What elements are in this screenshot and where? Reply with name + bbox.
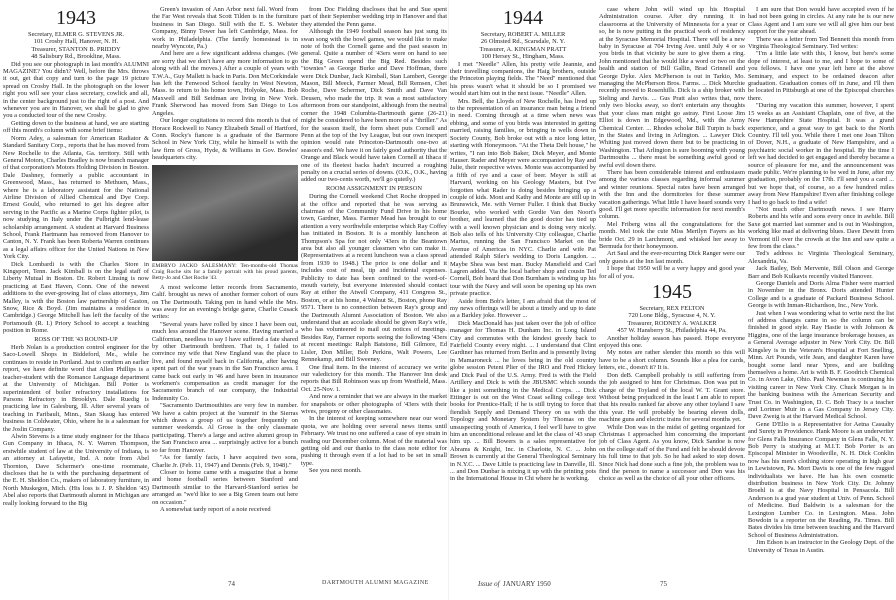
- treasurer-address: 457 W. Hansberry St., Philadelphia 44, Pa.: [617, 327, 727, 335]
- paragraph: Closer to home came with a magazine that a home and home football series between Stanford and Dartmouth similar to the Harvard-Stanford series be arranged as "we'd like to see a Big Green team out here on occasion.": [152, 468, 298, 506]
- paragraph: During the Cornell weekend Chet Roche dropped in at the office and reported that he was serving as chairman of the Community Fund Drive in his home town, Gardner, Mass. Farmer Mead has brought to our attention a very worthwhile enterprise which Ray Coffey has initiated in Boston. It is a monthly luncheon at Thompson's Spa for not only '43ers in the Beantown area but also all younger classmen who can make it. (Representatives at a recent luncheon was a class spread from 1939 to 1948.) The price is one dollar and it includes cost of meal, tip and incidental expenses. Publicity to date has been confined to the word-of-mouth variety, but everyone interested should contact Ray at either the Atwell Company, 411 Congress St., Boston, or at his home, 4 Walnut St., Boston, phone Ray 9571. There is no connection between Ray's group and the Dartmouth Alumni Association of Boston. We also understand that an accolade should be given Ray's wife, who has volunteered to mail out notices of meetings. Besides Ray, Farmer reports seeing the following '43ers at recent meetings: Ralph Batstone, Bill Gilmore, Ed Lisler, Don Miller, Bob Perkins, Walt Powers, Lee Rennekamp, and Bill Sweeney.: [301, 193, 447, 364]
- paragraph: Gene D'Elio is a Representative for Aetna Casualty and Surety in Providence. Hank Moore is an underwriter for Glens Falls Insurance Company in Glens Falls, N. Y. Bob Perry is studying at M.I.T. Bob Porter is an Episcopal Minister in Woodsville, N. H. Dick Conklin now has his men's clothing store operating in high gear in Lewistown, Pa. Mort Davis is one of the few rugged individualists we have. He has his own cosmetic distribution business in New York City. Dr. Johnny Broehl is at the Navy Hospital in Pensacola. Bill Anderson is a grad year student at Univ. of Penn. School of Medicine. Bud Baldwin is a salesman for the Lexington Lumber Co. in Lexington. Mass. John Bowdoin is a reporter on the Reading, Pa. Times. Bill Bates divides his time between teaching and the Harvard School of Business Administration.: [748, 420, 894, 539]
- paragraph: I met "Needle" Allen, his pretty wife Jeannie, and their travelling companions, the Haig brothers, outside the Princeton playing fields. The "Need" mentioned that his press wasn't what it should be so I promised we would start him out in the next issue. "Needle" Allen.: [450, 60, 596, 98]
- paragraph: Norm Adey, a salesman for American Radiator & Standard Sanitary Corp., reports that he has moved from New Rochelle to the Atlanta, Ga. territory. Still with General Motors, Charles Bradley is now branch manager of that corporation's Motors Holding Division in Boston. Dale Dashney, formerly a public accountant in Greenwood, Mass., has returned to Methuen, Mass., where he is a laboratory assistant for the National Airline Division of Allied Chemical and Dye Corp. Ernest Gould, who returned to get his degree after serving in the Pacific as a Marine Corps fighter pilot, is now studying in Italy under the Fulbright lend-lease scholarship arrangement. A student at Harvard Business School, Frank Hartmann has removed from Hanover to Canton, N. Y. Frank has been Roberta Warren continues as a legal affairs officer for the United Nations in New York City.: [3, 134, 149, 261]
- secretary-address: 720 Lone Bldg., Syracuse 4, N. Y.: [628, 312, 716, 320]
- column-1: [3, 6, 149, 507]
- column-5: [599, 6, 745, 483]
- column-2: [152, 6, 298, 513]
- family-photo: [152, 165, 298, 261]
- treasurer-line: Treasurer, A. KINGMAN PRATT: [479, 45, 567, 53]
- paragraph: And here are a few significant address changes. (We are sorry that we don't have any more information to go along with all the moves.) After a couple of years with T.W.A., Guy Mallett is back in Paris. Don McCorkindale has left the Fenwood School faculty in West Newton, Mass. to return to his home town, Holyoke, Mass. Bob Maxwell and Bill Seidman are living in New York. Frank Sherwood has moved from San Diego to Los Angeles.: [152, 50, 298, 117]
- paragraph: I hope that 1950 will be a very happy and good year for all of you.: [599, 265, 745, 280]
- paragraph: Don deB. Campbell probably is still suffering from the job assigned to him for Christmas. Don was put in charge of the Toyland of the local W. T. Grant store. Without being prejudiced in the least I am able to report that his results ranked far above any other toyland I saw this year. He will probably be hearing eleven dolls, machine guns and electric trains for several months yet.: [599, 371, 745, 424]
- page-fold: [448, 0, 449, 600]
- paragraph: case where John will wind up his Hospital Administration course. After dry running it in classrooms at the University of Minnesota for a year or so, he is now putting in the practical work of residency at the Syracuse Memorial Hospital. There will be a new baby in Syracuse at 704 Irving Ave. until July 4 or so you birds in that vicinity be sure to give them a ring. John mentioned that he would like a word or two on the health and station of Bill Gallin, Brad Grinnell and George Dyke. Alex McPherson is out in Tarkio, Mo. managing the McPherson Bros. Farms. ... Dick Murchie recently moved to Rosenhills. Dick is a ship broker with Sieling and Jarvis. ... Gus Pratt also writes that, now only two blocks away, so don't entertain any thoughts that your class man might go astray. First Loose Jim Elliot is down in Edgewood, Md., with the Army Chemical Center. ... Rhodes scholar Bill Turpin is back in the States and living in Arlington. ... Lawyer Dick Whiting just moved down there but to be practicing in Washington. That Arlington is sure booming with young Dartmouths ... there must be something awful good or awful evil down there.: [599, 6, 745, 169]
- paragraph: "As for family facts, I have acquired two sons, Charlie Jr. (Feb. 11, 1947) and Dennis (Feb. 9, 1948).": [152, 454, 298, 469]
- treasurer-address: 48 Salisbury Rd., Brookline, Mass.: [31, 53, 121, 61]
- column-6: [748, 6, 894, 554]
- paragraph: Dick MacDonald has just taken over the job of office manager for Thomas H. Dunham Inc. in Long Island City and commutes with the kindest greedy back to Fairfield County every night. ... I understand that Clint Gardiner has returned from Berlin and is presently living in Mamaroneck ... he loves being in the old country globe session Peteni Plier of the IRO and Fred Hickey and Dick Paul of the U.S. Army. Fred is with the Field Artillery and Dick is with the JBUSMC which sounds like a joint something in the Medical Corps. ... Dick Ettinger is out on the West Coast selling college text books for Prentice-Hall; if he is still trying to force that fiendish Supply and Demand Theory on us with the Topology and Monetary System by Thomas on the unsuspecting youth of America, I feel we'll have to give him an unconditional release and let the class of '43 snap him up. ... Bill Bowers is a sales representative for Abrams & Knight, Inc. in Charlotte, N. C. ... John Brown is currently at the General Theological Seminary in N.Y.C. ... Dave Little is practicing law in Danville, Ill. ... and Don Dunbar is mixing it up with the printing pots in the International House in Chi where he is working.: [450, 319, 596, 483]
- paragraph: Although the 1949 football season has just sung its swan song with the bowl games, we would like to make note of both the Cornell game and the past season in general. Quite a number of '43ers were on hand to see the Big Green upend the Big Red. Besides such "townies" as George Burke and Dave Hoffman, there were Dick Dunbar, Jack Kimball, Stan Lambert, George Mason, Bill Meeck, Farmer Mead, Bill Remsen, Chet Roche, Dave Schermer, Dick Smith and Dave Van Deusen, who made the trip. It was a most satisfactory afternoon from our standpoint, although from the neutral corner the 1948 Columbia-Dartmouth game (26-21) might be considered to have been more of a "thriller." As for the season itself, the form sheet puts Cornell and Penn at the top of the Ivy League, but our own inexpert opinion would rate Princeton-Dartmouth one-two at season's end. We have it on fairly good authority that the Orange and Black would have taken Cornell at Ithaca if one of its fleetest backs hadn't incurred a roughing penalty on a crucial series of downs. (O.K., O.K., having added our two-cents worth, we'll go quietly.): [301, 28, 447, 184]
- right-page-number: 75: [660, 580, 667, 588]
- photo-caption: EMBRYO JACKO SALESMANY: Ten-months-old Thomas Craig Roche sits for a family portrait with his proud parents, Betty-Jo and Chet Roche '43.: [152, 262, 298, 282]
- paragraph: Another holiday season has passed. Hope everyone enjoyed this one.: [599, 334, 745, 350]
- paragraph: One final item. In the interest of accuracy we write our valedictory for this month. The Hanover Inn desk reports that Bill Robinson was up from Westfield, Mass. Oct. 25-Nov. 1.: [301, 363, 447, 393]
- paragraph: "Not much other Dartmouth news. I see Harry Roberts and his wife and sons every once in awhile. Bill Saxe got married last summer and is out in Washington, working like mad at delivering blues. Dave Dewitt from Vermont till over the crowds at the Inn and saw quite a few from the class.": [748, 205, 894, 250]
- paragraph: Just when I was wondering what to write next the list of address changes came in so the column can be finished in good style. Ray Hastie is with Johnson & Higgins, one of the large insurance brokerage houses, as a General Average adjuster in New York City. Dr. Bill Kingsley is in the Veteran's Hospital at Fort Snelling, Minn. Art Pounds, wife Jean, and daughter Karen have bought some land near Ypres, and are building themselves a home. Art is with B. F. Goodrich Chemical Co. in Avon Lake, Ohio. Paul Newman is continuing his visiting career in New York City. Chuck Morgan is in the banking business with the American Security and Trust Co. in Washington, D. C. Bob Tracy is a teacher and Lorimer Muir in a Gas Company in Jersey City. Dave Zweig is at the Harvard Medical School.: [748, 309, 894, 421]
- issue-label: Issue of: [478, 580, 500, 588]
- paragraph: "I'm a little late with this, I know, but here's some dope of interest, at least to me, and I hope to some of you fellows. I have one year left here at the above Seminary, and expect to be ordained deacon after graduation. Graduation comes off in June, and I'll then be located in Pittsburgh at one of the Episcopal churches there.: [748, 50, 894, 102]
- paragraph: Mrs. Bell, the Lloyds of New Rochelle, has lived up to the representation of an insurance man being a friend in need. Coming through at a time when news was ebbing, and some of you birds was interested in getting married, raising families, or bringing in wells down in Society County, Bob broke out with a nice long letter, starting with Honeymoon. "At the Theta Delt house," he writes, "I ran into Bob Baker, Dick Meyer, and Monte Hauser. Rader and Meyer were accompanied by Ray and Julie, their respective wives. Monte was accompanied by a fifth of rye and a case of beer. Meyer is still at Harvard, working on his Geology Masters, but I've forgotten what Rader is doing besides bringing up a couple of kids. Mont and Kathy and Monte are still up in Brunswick, Me. with Verner Fuller. I think that Bucky Bourke, who worked with Gordie Van den Noort's brother, and learned that the good doctor has tied up with a well known physician and is doing very nicely. Bob also tells of his University City colleague, Charlie Martus, running the San Francisco Market on the Avenue of Americas in NYC. Charlie and wife Pat attended Ralph Siler's wedding to Doris Langdon. ... Maybe Shea was best man. Bucky Mansfield and Carl Lagren added. Via the local barber shop and cousin Ted Cornell, Bob heard that Don Burnham is winding up his tour with the Navy and will soon be opening up his own private practice.: [450, 97, 596, 298]
- secretary-line: Secretary, ELMER G. STEVENS JR.: [28, 31, 124, 38]
- paragraph: Mel Friberg wins all the congratulations for the month. Mel took the cute Miss Merilyn Fayers as his bride Oct. 29 in Larchmont, and whisked her away to Bermuda for their honeymoon.: [599, 220, 745, 250]
- magazine-title: DARTMOUTH ALUMNI MAGAZINE: [322, 580, 429, 586]
- paragraph: from Doc Fielding discloses that he and Sue spent part of their September wedding trip in Hanover and that they attended the Penn game.: [301, 6, 447, 28]
- paragraph: Art Saul and the ever-recurring Dick Ranger were our only guests at the Inn last month.: [599, 250, 745, 265]
- column-4: [450, 6, 596, 483]
- paragraph: Our longer cogitations to record this month is that of Horace Rockwell to Nancy Elizabeth Small of Hartford, Conn. Rocky's fiancee is a graduate of the Barmore School in New York City, while he himself is with the law firm of Gross, Hyde, & Williams in Gov. Bowles' headquarters city.: [152, 117, 298, 162]
- paragraph: Getting down to the business at hand, we are starting off this month's column with some brief items:: [3, 119, 149, 135]
- paragraph: Did you see our photograph in last month's ALUMNI MAGAZINE? You didn't? Well, before the Mrs. throws it out, get that copy and turn to the page 19 picture spread on Crosby Hall. In the photograph on the lower right you will see your class secretary, cowlick and all, in the center background just to the right of a post. And whenever you are in Hanover, we shall be glad to give you a conducted tour of the new Crosby.: [3, 60, 149, 120]
- paragraph: "Sacramento Dartmouthites are very few in number. We have a cabin project at the 'summit' in the Sierras which draws a group of us together frequently on summer weekends. Al Grose is the only classmate participating. There's a large and active alumni group in the San Francisco area ... surprisingly active for a bunch so far from Hanover.: [152, 402, 298, 454]
- class-year-heading: 1944: [503, 7, 543, 29]
- paragraph: A somewhat tardy report of a note received: [160, 505, 271, 513]
- paragraph: George Daniels and Doris Alma Fisher were married in November in the Bronx. Doris attended Hunter College and is a graduate of Packard Business School. George is with Inman-Richardson, Inc., New York.: [748, 280, 894, 310]
- paragraph: And now a reminder that we are always in the market for snapshots or other photographs of '43ers with their wives, progeny or other classmates.: [301, 393, 447, 415]
- subheading: ROSS OF THE '43 ROUND-UP: [34, 335, 118, 343]
- left-page-number: 74: [228, 580, 235, 588]
- paragraph: There was a letter from Ted Bennett this month from Virginia Theological Seminary. Ted writes:: [748, 35, 894, 51]
- paragraph: "During my vacation this summer, however, I spent 15 weeks as an Assistant Chaplain, one of five, at the New Hampshire State Hospital. It was a grand experience, and a great way to get back to the North Country. I'll tell you. While there I met one Joan Tilton of Dover, N.H., a graduate of New Hampshire, and a psychiatric social worker in the hospital. By the time I left we had decided to get engaged and thereby became a source of pleasure for me, and the announcement was made public. We're planning to be wed in June, after my graduation, probably on the 17th. I'll send you a card ... but we hope that, of course, so a few hundred miles away from New Hampshire! Even after finishing college I had to go back to find a wife!: [748, 102, 894, 206]
- treasurer-address: 100 Hersey St., Hingham, Mass.: [481, 53, 565, 61]
- treasurer-line: Treasurer, RODNEY A. WALKER: [627, 319, 717, 327]
- paragraph: I am sure that Don would have accepted even if he had not been going in circles. At any rate he is our new Class Agent and I am sure we will all give him our best support for the year ahead.: [748, 6, 894, 36]
- paragraph: In the interest of keeping somewhere near our word quota, we are holding over several news items until February. We trust no one suffered a case of eye strain in reading our December column. Most of the material was getting old and our thanks to the class note editor for pushing it through even if a lot had to be set in small type.: [301, 415, 447, 467]
- class-year-heading: 1943: [56, 7, 96, 29]
- paragraph: A most welcome letter records from Sacramento, Calif. brought us news of another former cohort of ours on The Dartmouth. Taking pen in hand while the Mrs. was away for an evening's bridge game, Charlie Cusack writes:: [152, 283, 298, 321]
- paragraph: Green's invasion of Ann Arbor next fall. Word from the Far West reveals that Scott Tilden is in the furniture business in San Diego. Still with the E. S. Webster Company, Binny Tower has left Cambridge, Mass. for work in Philadelphia. (The family homestead is in nearby Wyncote, Pa.): [152, 6, 298, 51]
- treasurer-line: Treasurer, STANTON B. PRIDDY: [31, 45, 121, 53]
- subheading: ROOM ASSIGNMENT IN PERSON: [326, 184, 422, 192]
- paragraph: Alwin Stevens is a time study engineer for the Ithaca Gun Company in Ithaca, N. Y. Warren Thompson, erstwhile student of law at the University of Indiana, is an attorney at Lafayette, Ind. A note from Abel Thornton, Dave Schermer's one-time roommate, discloses that he is with the purchasing department of the E. H. Sheldon Co., makers of laboratory furniture, in North Muskegon, Mich. (His loss is J. P. Sheldon '45) Abel also reports that Dartmouth alumni in Michigan are really looking forward to the Big: [3, 432, 149, 507]
- paragraph: Jim Edson is an instructor in the Geology Dept. of the University of Texas in Austin.: [748, 539, 894, 554]
- column-3: [301, 6, 447, 475]
- paragraph: "Several years have rolled by since I have been out, much less around the Hanover scene. Having married a Californian, needless to say I have suffered a fate shared by other Dartmouth brethren. That is, I failed to convince my wife that New England was the place to live, and found myself back in California, after having spent part of the war years in the San Francisco area. I came back out early in '46 and have been in insurance workmen's compensation as credit manager for the Sacramento branch of our company, the Industrial Indemnity Co.: [152, 320, 298, 402]
- paragraph: Jack Bailey, Bob Mervenie, Bill Olson and George Barr and Bob Kulkavis recently visited Hanover.: [748, 265, 894, 280]
- paragraph: See you next month.: [309, 467, 362, 475]
- paragraph: Dick Lombardi is with the Charles Store in Kingsport, Tenn. Jack Kimball is on the legal staff of Liberty Mutual in Boston. Dr. Robert Linsing is now practicing at East Haven, Conn. One of the newest additions to the ever-growing list of class attorneys, Jim Malley, is with the Boston law partnership of Gaston, Snow, Rice & Boyd. (Jim maintains a residence in Cambridge.) George Mitchell has left the faculty of the Portsmouth (R. I.) Priory School to accept a teaching position in Rome.: [3, 260, 149, 335]
- paragraph: Aside from Bob's letter, I am afraid that the most of my news offerings will be about a timely and up to date as a Barkley joke. However ...: [450, 297, 596, 320]
- secretary-line: Secretary, REX FELTON: [639, 305, 705, 313]
- paragraph: My notes are rather slender this month so this will have to be a short column. Sounds like a plea for cards, letters, etc., doesn't it? It is.: [599, 349, 745, 372]
- paragraph: Ted's address is: Virginia Theological Seminary, Alexandria, Va.: [748, 250, 894, 265]
- paragraph: There has been considerable interest and enthusiasm among the various classes regarding informal summer and winter reunions. Special rates have been arranged with the Inn and the dormitories for these summer vacation gatherings. What little I have heard sounds very good. I'll get more specific information for next month's column.: [599, 168, 745, 221]
- secretary-line: Secretary, ROBERT A. MILLER: [480, 31, 566, 38]
- issue-date: JANUARY 1950: [503, 580, 551, 588]
- paragraph: While Don was in the midst of getting organized for Christmas I approached him concerning the important job of Class Agent. As you know, Dick Sandoe is now on the college staff of the Fund and felt he should devote his full time to that job. So he had asked to step down. Since Nick had done such a fine job, the problem was to find the person to name a successor and Don was his choice as well as the choice of all your other officers.: [599, 423, 745, 483]
- class-year-heading: 1945: [652, 281, 692, 304]
- secretary-address: 101 Crosby Hall, Hanover, N. H.: [33, 38, 119, 46]
- secretary-address: 26 Olmsted Rd., Scarsdale, N. Y.: [480, 38, 566, 46]
- paragraph: Herb Nolan is a production control engineer for the Saco-Lowell Shops in Biddeford, Me., while he continues to reside in Portland. Just to confirm an earlier report, we have definite word that Allen Phillips is a teacher-student with the Romance Language department at the University of Michigan. Bill Potter is superintendent of boiler refractory installations for Parsons Refractory in Brooklyn. Dale Ruedig is practicing law in Galesburg, Ill. After several years of teaching in Faribault, Minn., Stan Skaug has entered business in Coldwater, Ohio, where he is a salesman for the Joslin Company.: [3, 344, 149, 433]
